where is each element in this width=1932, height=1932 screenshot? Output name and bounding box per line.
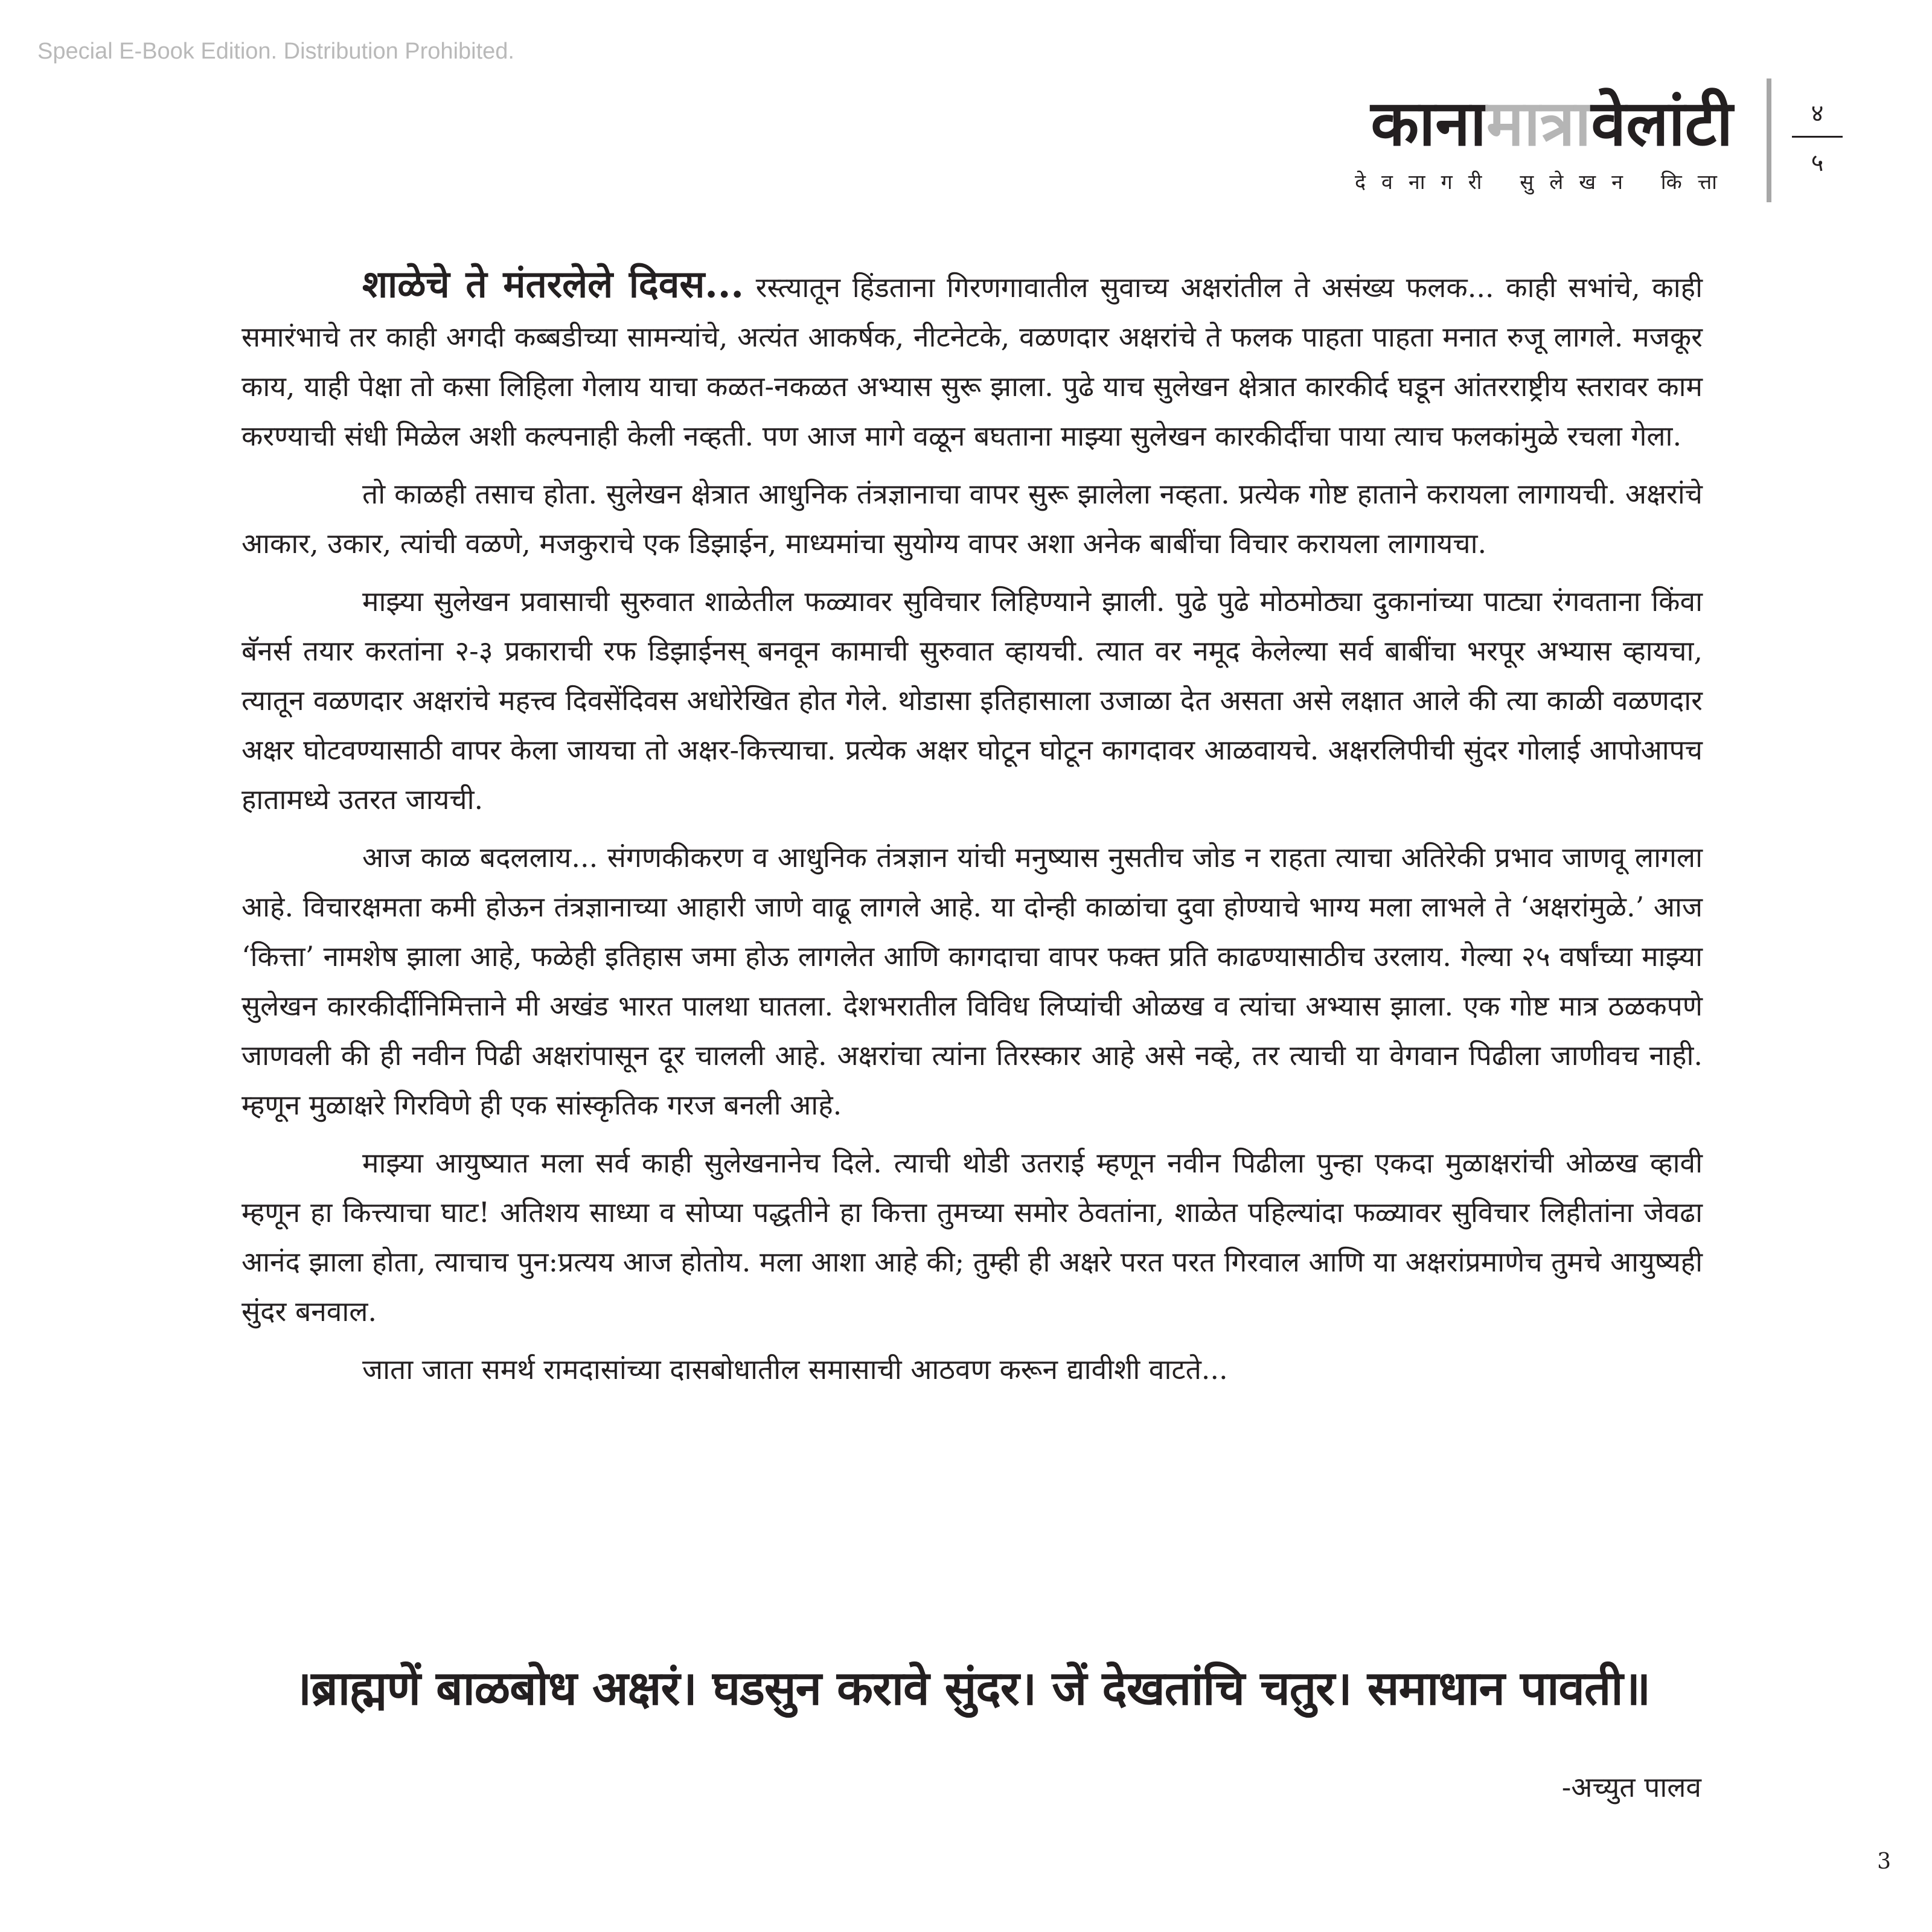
book-subtitle: देवनागरी सुलेखन कित्ता bbox=[1354, 170, 1733, 195]
paragraph-4: आज काळ बदललाय... संगणकीकरण व आधुनिक तंत्रज्ञान यांची मनुष्यास नुसतीच जोड न राहता त्याचा अतिरेकी प्रभाव जाणवू लागला आहे. विचारक्षमता कमी होऊन तंत्रज्ञानाच्या आहारी जाणे वाढू लागले आहे. या दोन्ही काळांचा दुवा होण्याचे भाग्य मला लाभले ते ‘अक्षरांमुळे.’ आज ‘कित्ता’ नामशेष झाला आहे, फळेही इतिहास जमा होऊ लागलेत आणि कागदाचा वापर फक्त प्रति काढण्यासाठीच उरलाय. गेल्या २५ वर्षांच्या माझ्या सुलेखन कारकीर्दीनिमित्ताने मी अखंड भारत पालथा घातला. देशभरातील विविध लिप्यांची ओळख व त्यांचा अभ्यास झाला. एक गोष्ट मात्र ठळकपणे जाणवली की ही नवीन पिढी अक्षरांपासून दूर चालली आहे. अक्षरांचा त्यांना तिरस्कार आहे असे नव्हे, तर त्याची या वेगवान पिढीला जाणीवच नाही. म्हणून मुळाक्षरे गिरविणे ही एक सांस्कृतिक गरज बनली आहे. bbox=[242, 841, 1703, 1121]
paragraph-3: माझ्या सुलेखन प्रवासाची सुरुवात शाळेतील फळ्यावर सुविचार लिहिण्याने झाली. पुढे पुढे मोठमोठ्या दुकानांच्या पाट्या रंगवताना किंवा बॅनर्स तयार करतांना २-३ प्रकाराची रफ डिझाईनस् बनवून कामाची सुरुवात व्हायची. त्यात वर नमूद केलेल्या सर्व बाबींचा भरपूर अभ्यास व्हायचा, त्यातून वळणदार अक्षरांचे महत्त्व दिवसेंदिवस अधोरेखित होत गेले. थोडासा इतिहासाला उजाळा देत असता असे लक्षात आले की त्या काळी वळणदार अक्षर घोटवण्यासाठी वापर केला जायचा तो अक्षर-कित्त्याचा. प्रत्येक अक्षर घोटून घोटून कागदावर आळवायचे. अक्षरलिपीची सुंदर गोलाई आपोआपच हातामध्ये उतरत जायची. bbox=[242, 585, 1703, 816]
paragraph-1-text: रस्त्यातून हिंडताना गिरणगावातील सुवाच्य अक्षरांतील ते असंख्य फलक... काही सभांचे, काही समारंभाचे तर काही अगदी कब्बडीच्या सामन्यांचे, अत्यंत आकर्षक, नीटनेटके, वळणदार अक्षरांचे ते फलक पाहता पाहता मनात रुजू लागले. मजकूर काय, याही पेक्षा तो कसा लिहिला गेलाय याचा कळत-नकळत अभ्यास सुरू झाला. पुढे याच सुलेखन क्षेत्रात कारकीर्द घडून आंतरराष्ट्रीय स्तरावर काम करण्याची संधी मिळेल अशी कल्पनाही केली नव्हती. पण आज मागे वळून बघताना माझ्या सुलेखन कारकीर्दीचा पाया त्याच फलकांमुळे रचला गेला. bbox=[242, 271, 1703, 452]
calligraphy-verse: ।ब्राह्मणें बाळबोध अक्षरं। घडसुन करावे सुंदर। जें देखतांचि चतुर। समाधान पावती॥ bbox=[293, 1662, 1651, 1716]
book-title bbox=[1355, 86, 1733, 160]
paragraph-6: जाता जाता समर्थ रामदासांच्या दासबोधातील समासाची आठवण करून द्यावीशी वाटते... bbox=[362, 1353, 1228, 1386]
book-brand bbox=[1354, 86, 1733, 195]
author-signature: -अच्युत पालव bbox=[1561, 1771, 1701, 1803]
page-total: ५ bbox=[1811, 149, 1824, 177]
lead-phrase: शाळेचे ते मंतरलेले दिवस... bbox=[362, 262, 744, 306]
article-body bbox=[242, 260, 1703, 1403]
book-title-part1: काना bbox=[1371, 86, 1486, 160]
watermark-text: Special E-Book Edition. Distribution Prohibited. bbox=[37, 39, 514, 64]
paragraph-1 bbox=[242, 260, 1703, 461]
book-title-part3: वेलांटी bbox=[1591, 86, 1733, 160]
paragraph-5: माझ्या आयुष्यात मला सर्व काही सुलेखनानेच दिले. त्याची थोडी उतराई म्हणून नवीन पिढीला पुन्हा एकदा मुळाक्षरांची ओळख व्हावी म्हणून हा कित्त्याचा घाट! अतिशय साध्या व सोप्या पद्धतीने हा कित्ता तुमच्या समोर ठेवतांना, शाळेत पहिल्यांदा फळ्यावर सुविचार लिहीतांना जेवढा आनंद झाला होता, त्याचाच पुन:प्रत्यय आज होतोय. मला आशा आहे की; तुम्ही ही अक्षरे परत परत गिरवाल आणि या अक्षरांप्रमाणेच तुमचे आयुष्यही सुंदर बनवाल. bbox=[242, 1147, 1703, 1328]
book-title-part2: मात्रा bbox=[1486, 86, 1591, 160]
paragraph-2: तो काळही तसाच होता. सुलेखन क्षेत्रात आधुनिक तंत्रज्ञानाचा वापर सुरू झालेला नव्हता. प्रत्येक गोष्ट हाताने करायला लागायची. अक्षरांचे आकार, उकार, त्यांची वळणे, मजकुराचे एक डिझाईन, माध्यमांचा सुयोग्य वापर अशा अनेक बाबींचा विचार करायला लागायचा. bbox=[242, 478, 1703, 560]
page-number: 3 bbox=[1877, 1849, 1891, 1874]
page-current: ४ bbox=[1792, 95, 1843, 138]
page-counter bbox=[1787, 95, 1847, 178]
header-divider bbox=[1767, 78, 1771, 202]
